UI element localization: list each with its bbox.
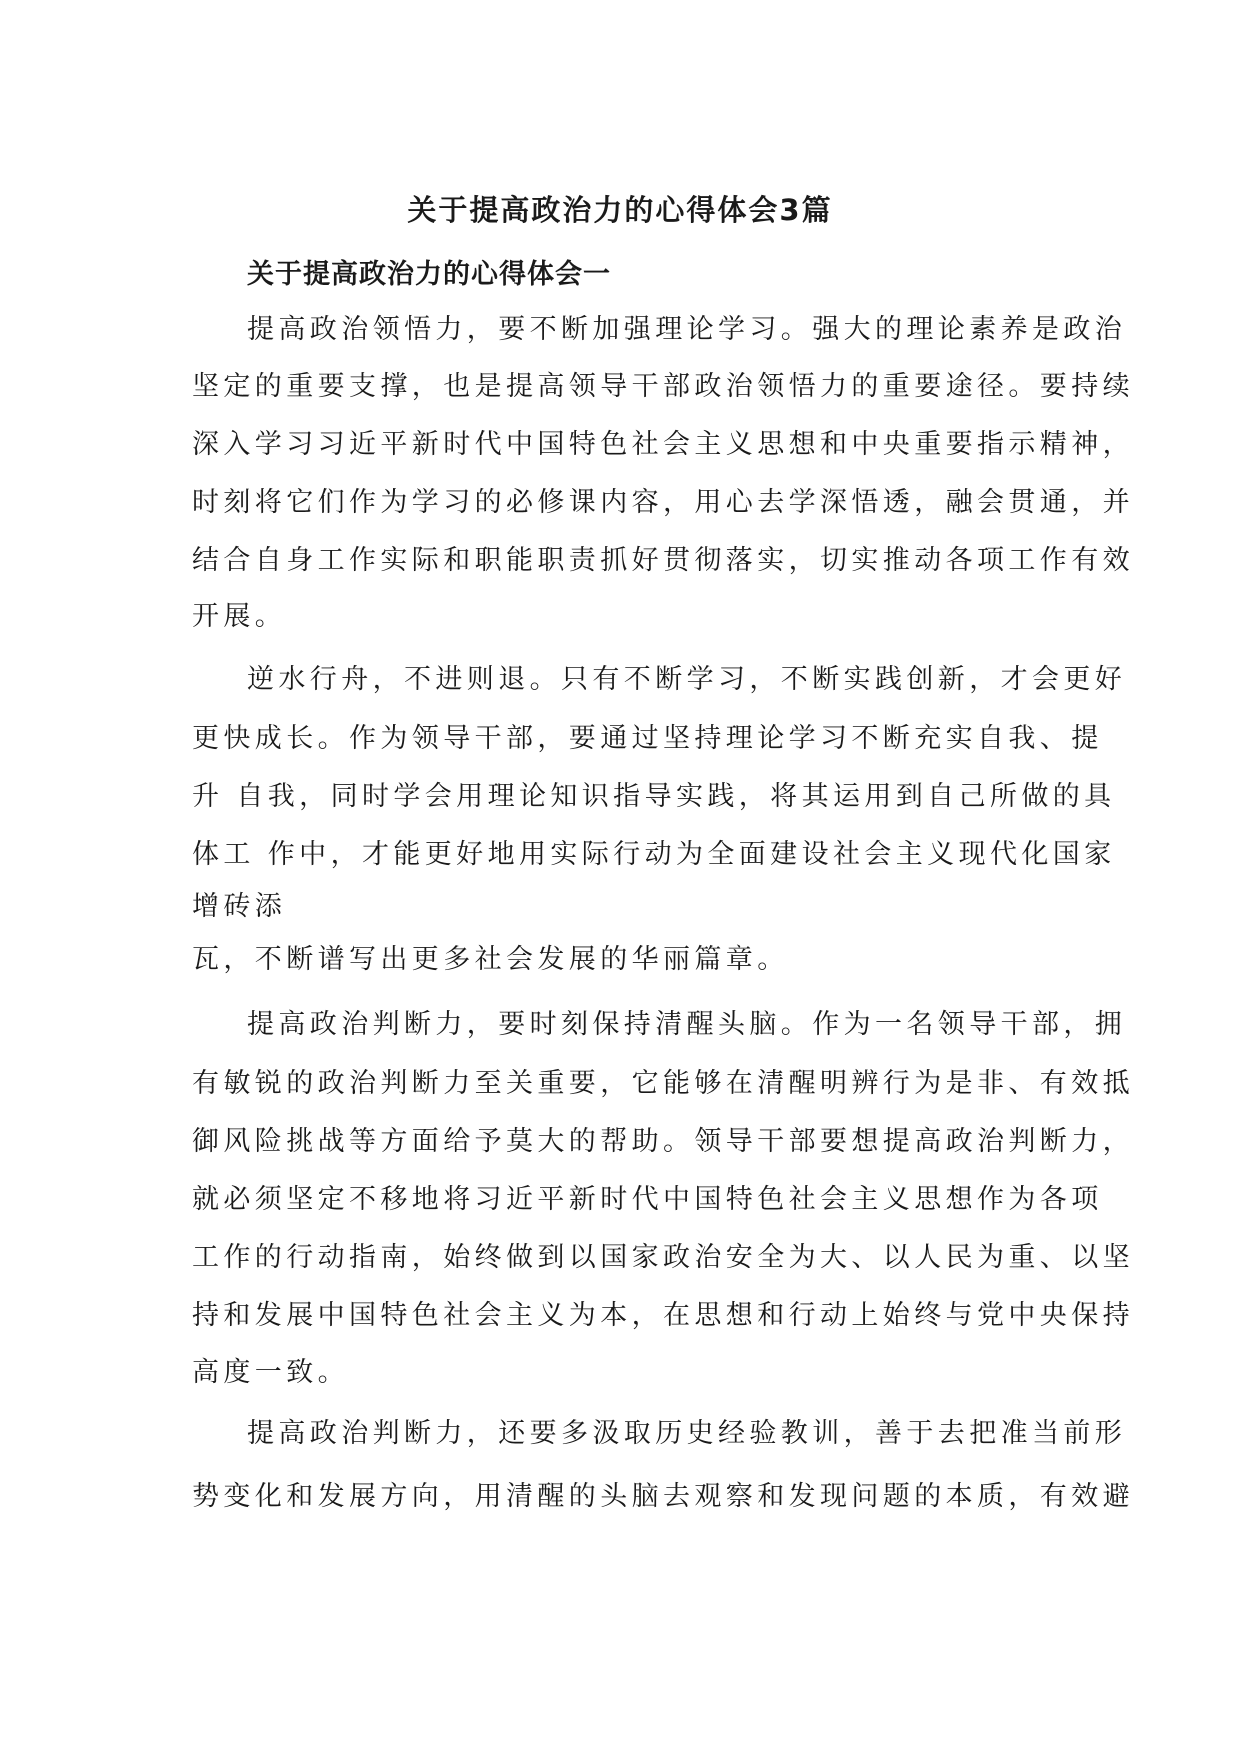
paragraph-line: 就必须坚定不移地将习近平新时代中国特色社会主义思想作为各项 [192,1184,1103,1215]
paragraph-line: 有敏锐的政治判断力至关重要，它能够在清醒明辨行为是非、有效抵 [192,1068,1134,1099]
paragraph-line: 体工 作中，才能更好地用实际行动为全面建设社会主义现代化国家 [192,839,1116,870]
paragraph-line: 结合自身工作实际和职能职责抓好贯彻落实，切实推动各项工作有效 [192,545,1134,576]
paragraph-line: 御风险挑战等方面给予莫大的帮助。领导干部要想提高政治判断力， [192,1126,1134,1157]
paragraph-line: 更快成长。作为领导干部，要通过坚持理论学习不断充实自我、提 [192,723,1103,754]
paragraph-line: 逆水行舟，不进则退。只有不断学习，不断实践创新，才会更好 [247,664,1127,695]
paragraph-line: 提高政治判断力，还要多汲取历史经验教训，善于去把准当前形 [247,1418,1127,1449]
paragraph-line: 持和发展中国特色社会主义为本，在思想和行动上始终与党中央保持 [192,1300,1134,1331]
document-title: 关于提高政治力的心得体会3篇 [407,193,833,227]
paragraph-line: 开展。 [192,601,287,632]
paragraph-line: 升 自我，同时学会用理论知识指导实践，将其运用到自己所做的具 [192,781,1116,812]
paragraph-line: 势变化和发展方向，用清醒的头脑去观察和发现问题的本质，有效避 [192,1481,1134,1512]
paragraph-line: 瓦，不断谱写出更多社会发展的华丽篇章。 [192,944,789,975]
paragraph-line: 工作的行动指南，始终做到以国家政治安全为大、以人民为重、以坚 [192,1242,1134,1273]
paragraph-line: 时刻将它们作为学习的必修课内容，用心去学深悟透，融会贯通，并 [192,487,1134,518]
paragraph-line: 提高政治判断力，要时刻保持清醒头脑。作为一名领导干部，拥 [247,1009,1127,1040]
paragraph-line: 深入学习习近平新时代中国特色社会主义思想和中央重要指示精神， [192,429,1134,460]
paragraph-line: 增砖添 [192,891,287,922]
paragraph-line: 提高政治领悟力，要不断加强理论学习。强大的理论素养是政治 [247,314,1127,345]
section-heading: 关于提高政治力的心得体会一 [247,259,611,290]
paragraph-line: 坚定的重要支撑，也是提高领导干部政治领悟力的重要途径。要持续 [192,371,1134,402]
paragraph-line: 高度一致。 [192,1357,349,1388]
